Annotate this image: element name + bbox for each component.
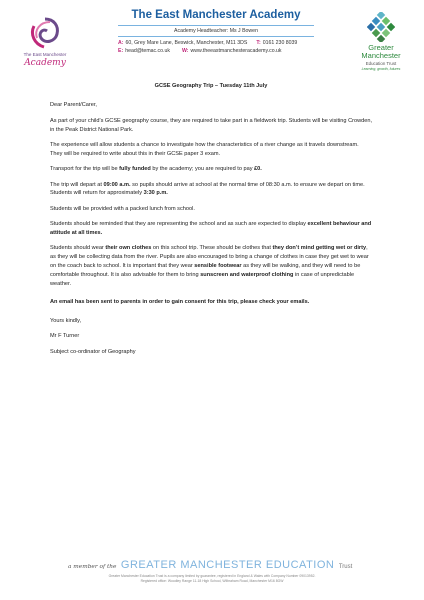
- footer-company-info: Greater Manchester Education Trust is a company limited by guarantee, registered in England & Wales with Company Number 09013952.: [108, 574, 316, 578]
- paragraph-times: The trip will depart at 09:00 a.m. so pupils should arrive at school at the normal time of 08:30 a.m. to ensure we depart on time. Students will return for approximately 3:30 p.m.: [50, 181, 365, 197]
- trust-logo-text: Greater Manchester: [361, 43, 401, 60]
- contact-line: E: head@temac.co.uk W: www.theeastmanchesteracademy.co.uk: [118, 48, 282, 54]
- signatory-role: Subject co-ordinator of Geography: [50, 348, 136, 355]
- trust-logo: [350, 12, 412, 78]
- footer-trust-line: a member of the GREATER MANCHESTER EDUCATION Trust: [68, 559, 353, 571]
- paragraph-lunch: Students will be provided with a packed lunch from school.: [50, 205, 195, 212]
- paragraph-experience: The experience will allow students a chance to investigate how the characteristics of a river change as it travels downstream. They will be required to write about this in their GCSE paper 3 exam.: [50, 141, 359, 157]
- trust-logo-tagline: Learning, growth, futures: [361, 67, 401, 71]
- phone: 0161 230 8039: [262, 40, 298, 46]
- school-name: The East Manchester Academy: [131, 9, 301, 21]
- email-link[interactable]: head@temac.co.uk: [125, 48, 170, 54]
- website-link[interactable]: www.theeastmanchesteracademy.co.uk: [190, 48, 282, 54]
- footer-trust-name: GREATER MANCHESTER EDUCATION: [120, 559, 335, 571]
- signoff: Yours kindly,: [50, 318, 82, 325]
- school-logo-script: Academy: [24, 58, 66, 68]
- paragraph-email-consent: An email has been sent to parents in order to gain consent for this trip, please check your emails.: [50, 299, 310, 306]
- trust-logo-mark-icon: [367, 12, 395, 42]
- footer-registered-office: Registered office: Woodley Range 11-18 High School, Wilbraham Road, Manchester M16 8GW: [140, 579, 284, 583]
- signatory-name: Mr F Turner: [50, 333, 80, 340]
- paragraph-transport: Transport for the trip will be fully funded by the academy; you are required to pay £0.: [50, 166, 262, 173]
- swirl-logo-icon: [28, 16, 62, 50]
- headteacher-line: Academy Headteacher: Ms J Bowen: [174, 28, 258, 34]
- paragraph-clothing: Students should wear their own clothes on this school trip. These should be clothes that they don’t mind getting wet or dirty, as they will be collecting data from the river. Pupils are also encouraged to bring a change of clothes in case they get wet to wear on the coach back to school. It is important that they wear sensible footwear as they will be walking, and they will need to be comfortable throughout. It is also advisable for them to bring sunscreen and waterproof clothing in case of unpredictable weather.: [50, 245, 369, 287]
- header-divider: [118, 36, 314, 37]
- paragraph-intro: As part of your child’s GCSE geography course, they are required to take part in a fieldwork trip. Students will be visiting Crowden, in the Peak District National Park.: [50, 117, 373, 133]
- address: 60, Grey Mare Lane, Beswick, Manchester, M11 3DS: [125, 40, 248, 46]
- school-logo: [14, 14, 76, 76]
- paragraph-behaviour: Students should be reminded that they are representing the school and as such are expected to display excellent behaviour and attitude at all times.: [50, 221, 372, 236]
- trust-logo-subtext: Education Trust: [365, 61, 397, 66]
- address-line: A: 60, Grey Mare Lane, Beswick, Manchester, M11 3DS T: 0161 230 8039: [118, 40, 298, 46]
- header-divider: [118, 25, 314, 26]
- letter-body: [50, 82, 372, 363]
- salutation: Dear Parent/Carer,: [50, 102, 97, 109]
- letter-title: GCSE Geography Trip – Tuesday 11th July: [154, 83, 268, 89]
- school-logo-text: The East Manchester: [23, 52, 67, 57]
